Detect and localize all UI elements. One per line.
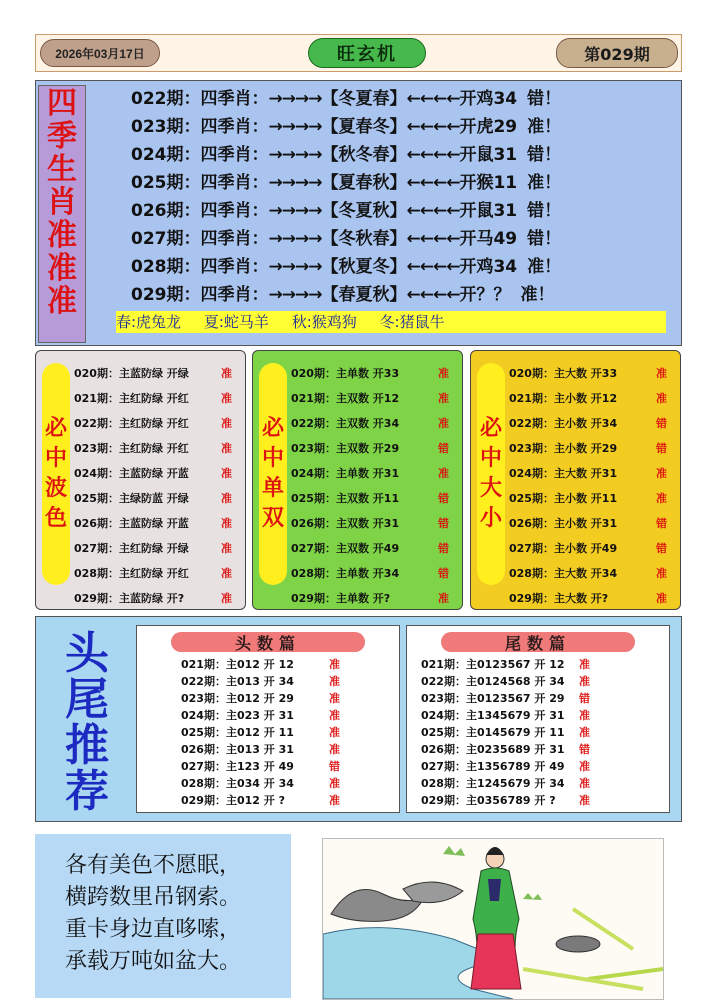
illustration-svg xyxy=(323,839,663,999)
item-result: 准 xyxy=(329,692,340,705)
side-char: 推 xyxy=(65,720,109,771)
wave-color-box xyxy=(35,350,246,610)
oddeven-side-title xyxy=(259,363,287,585)
side-char: 准 xyxy=(47,251,77,286)
season-result: 准！ xyxy=(527,173,562,193)
item-text: 022期：主红防绿 开红 xyxy=(74,417,189,430)
item-result: 错 xyxy=(438,517,449,530)
arrow-right-icon: →→→→ xyxy=(268,145,322,165)
wave-list xyxy=(74,361,242,611)
issue-badge: 第029期 xyxy=(556,38,678,68)
item-text: 027期：主红防绿 开绿 xyxy=(74,542,189,555)
item-result: 准 xyxy=(438,592,449,605)
date-badge: 2026年03月17日 xyxy=(40,39,160,67)
bigsmall-list xyxy=(509,361,677,611)
seasons-legend xyxy=(116,311,666,333)
list-item xyxy=(509,486,677,511)
head-panel-title: 头数篇 xyxy=(171,632,365,652)
arrow-left-icon: ←←←← xyxy=(406,285,460,305)
item-result: 准 xyxy=(579,726,590,739)
item-text: 027期：主双数 开49 xyxy=(291,542,400,555)
item-text: 023期：主012 开 29 xyxy=(181,692,294,705)
item-text: 025期：主绿防蓝 开绿 xyxy=(74,492,189,505)
season-issue: 026期：四季肖： xyxy=(131,201,269,221)
seasons-list xyxy=(131,85,671,309)
season-open: 开虎29 xyxy=(459,117,518,137)
item-text: 023期：主双数 开29 xyxy=(291,442,400,455)
list-item xyxy=(509,411,677,436)
item-text: 029期：主0356789 开 ? xyxy=(421,794,556,807)
item-text: 028期：主034 开 34 xyxy=(181,777,294,790)
item-result: 错 xyxy=(656,442,667,455)
list-item xyxy=(181,673,395,690)
list-item xyxy=(291,586,459,611)
season-pick: 【冬秋春】 xyxy=(321,229,407,249)
item-text: 022期：主小数 开34 xyxy=(509,417,618,430)
item-text: 028期：主大数 开34 xyxy=(509,567,618,580)
item-text: 024期：主1345679 开 31 xyxy=(421,709,565,722)
season-result: 错！ xyxy=(527,229,562,249)
list-item xyxy=(509,361,677,386)
list-item xyxy=(181,775,395,792)
item-result: 准 xyxy=(329,726,340,739)
item-text: 020期：主蓝防绿 开绿 xyxy=(74,367,189,380)
item-result: 准 xyxy=(656,592,667,605)
list-item xyxy=(291,411,459,436)
item-result: 准 xyxy=(579,658,590,671)
arrow-right-icon: →→→→ xyxy=(268,89,322,109)
arrow-left-icon: ←←←← xyxy=(406,229,460,249)
side-char: 准 xyxy=(47,218,77,253)
item-result: 准 xyxy=(438,417,449,430)
item-text: 025期：主0145679 开 11 xyxy=(421,726,565,739)
list-item xyxy=(421,792,635,809)
list-item xyxy=(509,561,677,586)
list-item xyxy=(74,511,242,536)
side-char: 中 xyxy=(479,446,502,471)
item-result: 错 xyxy=(579,743,590,756)
side-char: 尾 xyxy=(65,674,109,725)
season-pick: 【冬夏秋】 xyxy=(321,201,407,221)
item-result: 准 xyxy=(329,777,340,790)
list-item xyxy=(291,511,459,536)
side-char: 四 xyxy=(47,86,77,121)
item-text: 021期：主双数 开12 xyxy=(291,392,400,405)
item-result: 错 xyxy=(656,517,667,530)
season-issue: 027期：四季肖： xyxy=(131,229,269,249)
item-text: 021期：主012 开 12 xyxy=(181,658,294,671)
head-number-panel xyxy=(136,625,400,813)
item-text: 026期：主0235689 开 31 xyxy=(421,743,565,756)
item-text: 028期：主红防绿 开红 xyxy=(74,567,189,580)
big-small-box xyxy=(470,350,681,610)
list-item xyxy=(74,436,242,461)
item-result: 准 xyxy=(329,675,340,688)
arrow-left-icon: ←←←← xyxy=(406,201,460,221)
list-item xyxy=(509,586,677,611)
item-text: 026期：主013 开 31 xyxy=(181,743,294,756)
item-result: 准 xyxy=(221,417,232,430)
seasons-row xyxy=(131,141,671,169)
item-text: 029期：主蓝防绿 开? xyxy=(74,592,185,605)
season-pick: 【秋冬春】 xyxy=(321,145,407,165)
side-char: 必 xyxy=(261,416,284,441)
season-result: 准！ xyxy=(527,257,562,277)
item-result: 准 xyxy=(656,392,667,405)
item-result: 错 xyxy=(579,692,590,705)
season-result: 错！ xyxy=(527,145,562,165)
item-result: 准 xyxy=(221,517,232,530)
side-char: 中 xyxy=(44,446,67,471)
season-open: 开猴11 xyxy=(459,173,518,193)
season-open: 开鼠31 xyxy=(459,145,518,165)
side-char: 波 xyxy=(44,476,67,501)
list-item xyxy=(421,758,635,775)
item-result: 准 xyxy=(579,675,590,688)
arrow-left-icon: ←←←← xyxy=(406,145,460,165)
arrow-right-icon: →→→→ xyxy=(268,229,322,249)
side-char: 必 xyxy=(479,416,502,441)
item-result: 准 xyxy=(656,467,667,480)
season-issue: 029期：四季肖： xyxy=(131,285,269,305)
list-item xyxy=(74,586,242,611)
item-result: 错 xyxy=(438,567,449,580)
seasons-row xyxy=(131,281,671,309)
item-result: 准 xyxy=(221,592,232,605)
wave-side-title xyxy=(42,363,70,585)
item-result: 准 xyxy=(221,542,232,555)
list-item xyxy=(181,656,395,673)
item-result: 准 xyxy=(329,794,340,807)
season-issue: 025期：四季肖： xyxy=(131,173,269,193)
poem-line: 重卡身边直哆嗦， xyxy=(65,917,242,942)
list-item xyxy=(291,436,459,461)
list-item xyxy=(509,461,677,486)
item-result: 准 xyxy=(221,442,232,455)
item-text: 029期：主大数 开? xyxy=(509,592,609,605)
arrow-left-icon: ←←←← xyxy=(406,257,460,277)
oddeven-list xyxy=(291,361,459,611)
seasons-section xyxy=(35,80,682,346)
poem-box xyxy=(35,834,291,998)
item-text: 021期：主小数 开12 xyxy=(509,392,618,405)
list-item xyxy=(421,707,635,724)
item-result: 准 xyxy=(221,392,232,405)
side-char: 荐 xyxy=(65,766,109,817)
list-item xyxy=(181,758,395,775)
legend-winter: 冬:猪鼠牛 xyxy=(379,313,445,331)
bigsmall-side-title xyxy=(477,363,505,585)
item-result: 准 xyxy=(579,794,590,807)
list-item xyxy=(74,386,242,411)
item-result: 准 xyxy=(221,467,232,480)
list-item xyxy=(74,536,242,561)
item-text: 020期：主大数 开33 xyxy=(509,367,618,380)
item-text: 024期：主单数 开31 xyxy=(291,467,400,480)
side-char: 准 xyxy=(47,284,77,319)
item-result: 准 xyxy=(579,760,590,773)
item-result: 错 xyxy=(656,542,667,555)
logo-badge: 旺玄机 xyxy=(308,38,426,68)
item-result: 准 xyxy=(579,777,590,790)
list-item xyxy=(74,411,242,436)
tail-number-panel xyxy=(406,625,670,813)
season-issue: 022期：四季肖： xyxy=(131,89,269,109)
season-open: 开鸡34 xyxy=(459,89,518,109)
list-item xyxy=(421,741,635,758)
list-item xyxy=(509,536,677,561)
lady-by-river-illustration xyxy=(322,838,664,1000)
list-item xyxy=(74,361,242,386)
season-result: 准！ xyxy=(520,285,555,305)
season-pick: 【夏春冬】 xyxy=(321,117,407,137)
item-text: 025期：主012 开 11 xyxy=(181,726,294,739)
side-char: 肖 xyxy=(47,185,77,220)
item-result: 准 xyxy=(438,467,449,480)
item-text: 023期：主小数 开29 xyxy=(509,442,618,455)
item-result: 准 xyxy=(438,392,449,405)
item-text: 024期：主蓝防绿 开蓝 xyxy=(74,467,189,480)
seasons-side-title xyxy=(38,85,86,343)
season-pick: 【冬夏春】 xyxy=(321,89,407,109)
item-text: 026期：主蓝防绿 开蓝 xyxy=(74,517,189,530)
poem-line: 承载万吨如盆大。 xyxy=(65,949,242,974)
list-item xyxy=(181,792,395,809)
list-item xyxy=(74,461,242,486)
arrow-right-icon: →→→→ xyxy=(268,285,322,305)
item-result: 准 xyxy=(221,367,232,380)
item-text: 027期：主小数 开49 xyxy=(509,542,618,555)
item-text: 024期：主023 开 31 xyxy=(181,709,294,722)
list-item xyxy=(421,690,635,707)
side-char: 生 xyxy=(47,152,77,187)
item-text: 022期：主双数 开34 xyxy=(291,417,400,430)
list-item xyxy=(181,690,395,707)
season-open: 开鼠31 xyxy=(459,201,518,221)
item-result: 错 xyxy=(438,492,449,505)
item-result: 准 xyxy=(221,492,232,505)
list-item xyxy=(181,741,395,758)
odd-even-box xyxy=(252,350,463,610)
seasons-row xyxy=(131,85,671,113)
arrow-right-icon: →→→→ xyxy=(268,201,322,221)
season-result: 错！ xyxy=(527,201,562,221)
legend-autumn: 秋:猴鸡狗 xyxy=(291,313,357,331)
season-pick: 【秋夏冬】 xyxy=(321,257,407,277)
item-result: 错 xyxy=(656,417,667,430)
item-text: 028期：主1245679 开 34 xyxy=(421,777,565,790)
item-result: 准 xyxy=(221,567,232,580)
arrow-right-icon: →→→→ xyxy=(268,257,322,277)
item-result: 准 xyxy=(656,367,667,380)
list-item xyxy=(291,386,459,411)
arrow-left-icon: ←←←← xyxy=(406,173,460,193)
head-tail-section xyxy=(35,616,682,822)
item-text: 024期：主大数 开31 xyxy=(509,467,618,480)
side-char: 双 xyxy=(261,506,284,531)
item-text: 022期：主013 开 34 xyxy=(181,675,294,688)
season-issue: 024期：四季肖： xyxy=(131,145,269,165)
item-text: 022期：主0124568 开 34 xyxy=(421,675,565,688)
item-result: 准 xyxy=(656,567,667,580)
item-result: 准 xyxy=(329,709,340,722)
legend-spring: 春:虎兔龙 xyxy=(116,313,182,331)
list-item xyxy=(291,536,459,561)
list-item xyxy=(291,561,459,586)
item-text: 020期：主单数 开33 xyxy=(291,367,400,380)
list-item xyxy=(291,461,459,486)
list-item xyxy=(509,386,677,411)
item-result: 错 xyxy=(438,542,449,555)
item-text: 023期：主0123567 开 29 xyxy=(421,692,565,705)
side-char: 必 xyxy=(44,416,67,441)
list-item xyxy=(181,724,395,741)
season-pick: 【夏春秋】 xyxy=(321,173,407,193)
item-result: 准 xyxy=(329,658,340,671)
tail-list xyxy=(421,656,635,809)
item-text: 026期：主小数 开31 xyxy=(509,517,618,530)
item-result: 错 xyxy=(329,760,340,773)
item-result: 准 xyxy=(579,709,590,722)
list-item xyxy=(509,436,677,461)
season-open: 开？？ xyxy=(459,285,511,305)
list-item xyxy=(74,486,242,511)
arrow-right-icon: →→→→ xyxy=(268,117,322,137)
item-text: 025期：主双数 开11 xyxy=(291,492,400,505)
list-item xyxy=(509,511,677,536)
list-item xyxy=(291,486,459,511)
header-bar xyxy=(35,34,682,72)
arrow-left-icon: ←←←← xyxy=(406,89,460,109)
tail-panel-title: 尾数篇 xyxy=(441,632,635,652)
headtail-side-title xyxy=(44,628,130,817)
item-result: 准 xyxy=(438,367,449,380)
list-item xyxy=(181,707,395,724)
side-char: 色 xyxy=(44,506,67,531)
seasons-row xyxy=(131,225,671,253)
head-list xyxy=(181,656,395,809)
seasons-row xyxy=(131,197,671,225)
seasons-row xyxy=(131,253,671,281)
list-item xyxy=(291,361,459,386)
season-result: 准！ xyxy=(527,117,562,137)
side-char: 季 xyxy=(47,119,77,154)
seasons-row xyxy=(131,113,671,141)
poem-line: 各有美色不愿眠， xyxy=(65,853,242,878)
item-text: 021期：主0123567 开 12 xyxy=(421,658,565,671)
list-item xyxy=(421,673,635,690)
season-open: 开鸡34 xyxy=(459,257,518,277)
list-item xyxy=(421,724,635,741)
item-text: 029期：主012 开 ? xyxy=(181,794,285,807)
season-result: 错！ xyxy=(527,89,562,109)
item-text: 029期：主单数 开? xyxy=(291,592,391,605)
list-item xyxy=(421,775,635,792)
item-text: 025期：主小数 开11 xyxy=(509,492,618,505)
item-text: 021期：主红防绿 开红 xyxy=(74,392,189,405)
poem-line: 横跨数里吊钢索。 xyxy=(65,885,242,910)
arrow-left-icon: ←←←← xyxy=(406,117,460,137)
item-text: 026期：主双数 开31 xyxy=(291,517,400,530)
arrow-right-icon: →→→→ xyxy=(268,173,322,193)
item-text: 028期：主单数 开34 xyxy=(291,567,400,580)
season-open: 开马49 xyxy=(459,229,518,249)
item-result: 准 xyxy=(656,492,667,505)
legend-summer: 夏:蛇马羊 xyxy=(203,313,269,331)
item-text: 027期：主123 开 49 xyxy=(181,760,294,773)
season-issue: 023期：四季肖： xyxy=(131,117,269,137)
side-char: 大 xyxy=(479,476,502,501)
list-item xyxy=(74,561,242,586)
seasons-row xyxy=(131,169,671,197)
item-result: 错 xyxy=(438,442,449,455)
side-char: 小 xyxy=(479,506,502,531)
item-text: 027期：主1356789 开 49 xyxy=(421,760,565,773)
side-char: 头 xyxy=(65,628,109,679)
side-char: 中 xyxy=(261,446,284,471)
side-char: 单 xyxy=(261,476,284,501)
list-item xyxy=(421,656,635,673)
season-issue: 028期：四季肖： xyxy=(131,257,269,277)
item-result: 准 xyxy=(329,743,340,756)
item-text: 023期：主红防绿 开红 xyxy=(74,442,189,455)
season-pick: 【春夏秋】 xyxy=(321,285,407,305)
